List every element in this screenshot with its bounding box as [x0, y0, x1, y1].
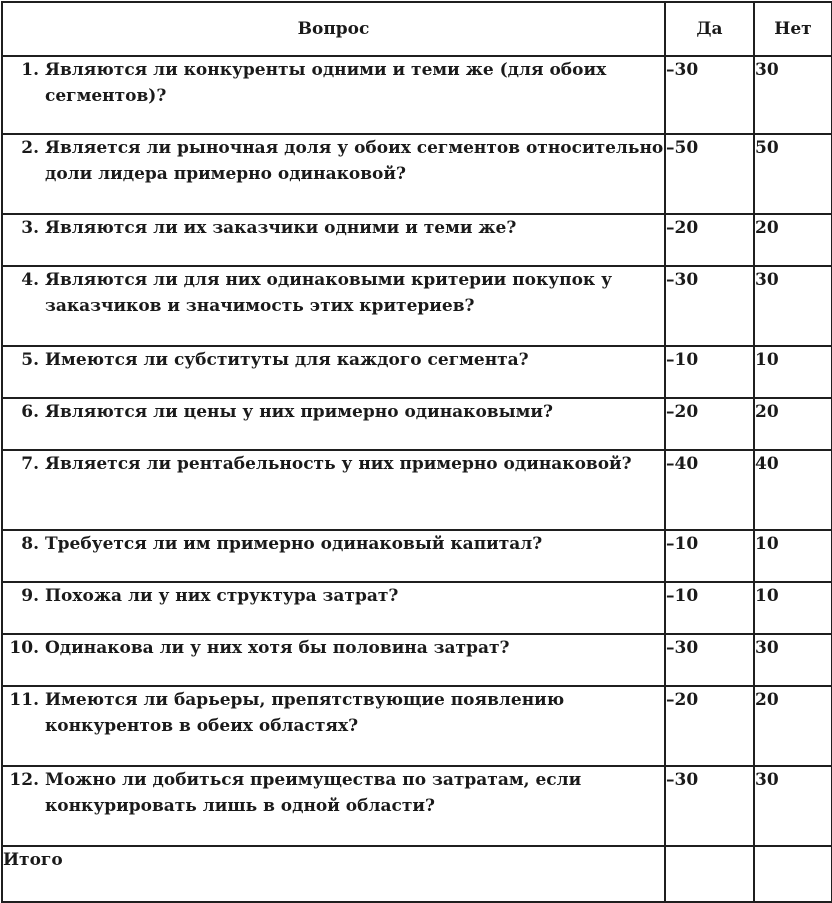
question-number: 6.	[21, 402, 39, 422]
question-text: Можно ли добиться преимущества по затратам, если конкурировать лишь в одной области?	[45, 770, 582, 816]
question-cell	[2, 582, 665, 634]
question-text: Являются ли цены у них примерно одинаковыми?	[45, 402, 553, 422]
header-yes: Да	[665, 2, 754, 56]
table-header-row	[2, 2, 832, 56]
table-row	[2, 346, 832, 398]
table-body	[2, 56, 832, 846]
question-number: 4.	[21, 270, 39, 290]
no-score-cell: 30	[754, 56, 832, 134]
question-text: Являются ли конкуренты одними и теми же (для обоих сегментов)?	[45, 60, 607, 106]
question-number: 9.	[21, 586, 39, 606]
no-score-cell: 20	[754, 686, 832, 766]
question-number: 5.	[21, 350, 39, 370]
yes-score-cell: –10	[665, 530, 754, 582]
question-cell	[2, 134, 665, 214]
question-text: Имеются ли субституты для каждого сегмента?	[45, 350, 529, 370]
yes-score-cell: –30	[665, 634, 754, 686]
question-number: 10.	[9, 638, 39, 658]
question-number: 11.	[9, 690, 39, 710]
question-text: Имеются ли барьеры, препятствующие появлению конкурентов в обеих областях?	[45, 690, 565, 736]
yes-score-cell: –40	[665, 450, 754, 530]
no-score-cell: 30	[754, 266, 832, 346]
no-score-cell: 20	[754, 398, 832, 450]
question-text: Является ли рентабельность у них примерно одинаковой?	[45, 454, 632, 474]
question-cell	[2, 214, 665, 266]
table-row	[2, 530, 832, 582]
questionnaire-table	[1, 1, 832, 903]
no-score-cell: 30	[754, 634, 832, 686]
question-text: Является ли рыночная доля у обоих сегментов относительно доли лидера примерно одинаковой?	[45, 138, 664, 184]
question-cell	[2, 766, 665, 846]
table-row	[2, 582, 832, 634]
question-cell	[2, 530, 665, 582]
no-score-cell: 50	[754, 134, 832, 214]
yes-score-cell: –20	[665, 398, 754, 450]
yes-score-cell: –30	[665, 56, 754, 134]
no-score-cell: 10	[754, 582, 832, 634]
table-row	[2, 398, 832, 450]
total-no-cell	[754, 846, 832, 902]
yes-score-cell: –30	[665, 266, 754, 346]
question-number: 7.	[21, 454, 39, 474]
question-number: 3.	[21, 218, 39, 238]
question-cell	[2, 346, 665, 398]
question-text: Являются ли для них одинаковыми критерии покупок у заказчиков и значимость этих критериев?	[45, 270, 613, 316]
table-row	[2, 266, 832, 346]
no-score-cell: 10	[754, 530, 832, 582]
table-row	[2, 134, 832, 214]
question-text: Похожа ли у них структура затрат?	[45, 586, 399, 606]
question-text: Являются ли их заказчики одними и теми же?	[45, 218, 517, 238]
table-row	[2, 766, 832, 846]
table-row	[2, 450, 832, 530]
question-number: 1.	[21, 60, 39, 80]
question-text: Одинакова ли у них хотя бы половина затрат?	[45, 638, 510, 658]
yes-score-cell: –10	[665, 582, 754, 634]
no-score-cell: 30	[754, 766, 832, 846]
question-number: 2.	[21, 138, 39, 158]
header-no: Нет	[754, 2, 832, 56]
total-label: Итого	[2, 846, 665, 902]
no-score-cell: 10	[754, 346, 832, 398]
question-cell	[2, 266, 665, 346]
yes-score-cell: –10	[665, 346, 754, 398]
question-number: 12.	[9, 770, 39, 790]
table-row	[2, 56, 832, 134]
yes-score-cell: –30	[665, 766, 754, 846]
no-score-cell: 40	[754, 450, 832, 530]
question-number: 8.	[21, 534, 39, 554]
table-row	[2, 686, 832, 766]
no-score-cell: 20	[754, 214, 832, 266]
question-cell	[2, 398, 665, 450]
total-yes-cell	[665, 846, 754, 902]
yes-score-cell: –50	[665, 134, 754, 214]
total-row	[2, 846, 832, 902]
question-cell	[2, 686, 665, 766]
table-row	[2, 214, 832, 266]
question-cell	[2, 634, 665, 686]
question-cell	[2, 56, 665, 134]
table-row	[2, 634, 832, 686]
header-question: Вопрос	[2, 2, 665, 56]
yes-score-cell: –20	[665, 214, 754, 266]
question-text: Требуется ли им примерно одинаковый капитал?	[45, 534, 543, 554]
yes-score-cell: –20	[665, 686, 754, 766]
question-cell	[2, 450, 665, 530]
